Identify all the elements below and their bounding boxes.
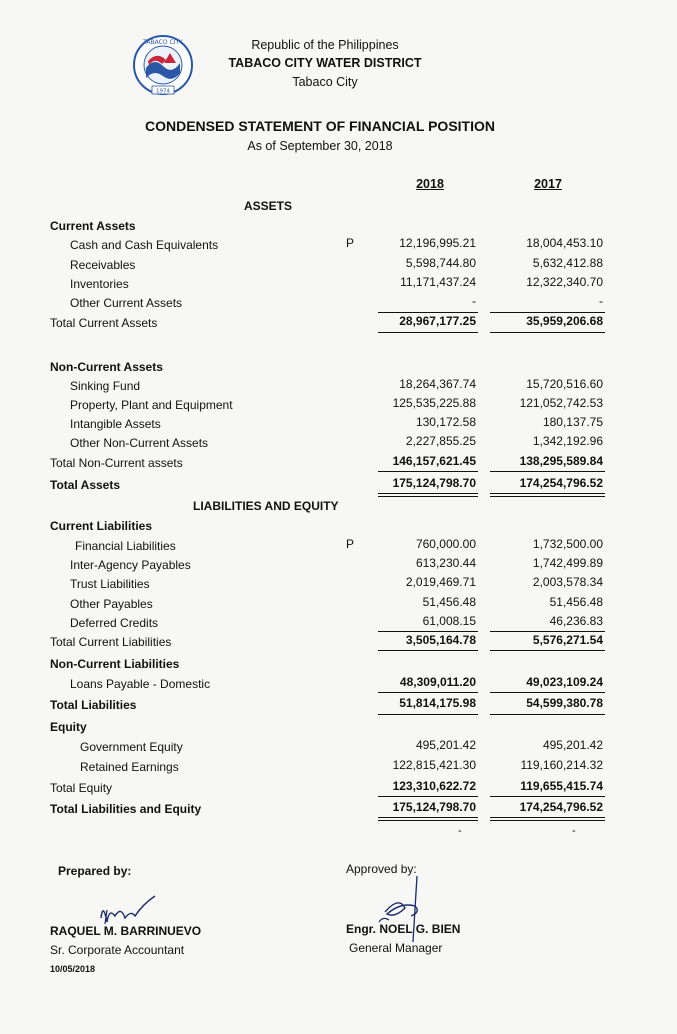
value-2018: 48,309,011.20 [399, 675, 476, 689]
subtotal-rule [490, 650, 605, 651]
row-label: Total Current Liabilities [50, 635, 172, 649]
prepared-by-name: RAQUEL M. BARRINUEVO [50, 924, 202, 938]
value-2018: 175,124,798.70 [392, 476, 476, 490]
value-2018: 495,201.42 [415, 738, 476, 752]
row-label: Total Non-Current assets [50, 456, 183, 470]
row-label: Loans Payable - Domestic [70, 677, 211, 691]
value-2017: 35,959,206.68 [526, 314, 603, 328]
subtotal-rule [490, 714, 605, 715]
subtotal-rule [378, 631, 478, 632]
value-2018: 51,456.48 [422, 595, 476, 609]
total-double-rule [490, 493, 605, 497]
row-label: Total Liabilities and Equity [50, 802, 202, 816]
section-heading-liabilities-equity: LIABILITIES AND EQUITY [193, 499, 339, 513]
value-2017: 1,732,500.00 [532, 537, 603, 551]
prepared-by-label: Prepared by: [58, 864, 132, 878]
value-2018: 122,815,421.30 [392, 758, 476, 772]
value-2018: 2,227,855.25 [405, 434, 476, 448]
approved-by-name: Engr. NOEL G. BIEN [346, 922, 461, 936]
value-2018: - [472, 294, 476, 308]
document-subtitle: As of September 30, 2018 [247, 139, 393, 153]
value-2017: 49,023,109.24 [526, 675, 603, 689]
subtotal-rule [378, 714, 478, 715]
value-2018: 12,196,995.21 [399, 236, 476, 250]
value-2017: 46,236.83 [549, 614, 603, 628]
subtotal-rule [378, 796, 478, 797]
row-label: Government Equity [80, 740, 183, 754]
row-label: Sinking Fund [70, 379, 141, 393]
value-2018: 61,008.15 [422, 614, 476, 628]
value-2018: 51,814,175.98 [399, 696, 476, 710]
total-double-rule [490, 817, 605, 821]
value-2018: 5,598,744.80 [405, 256, 476, 270]
row-label: Total Current Assets [50, 316, 158, 330]
approved-by-label: Approved by: [346, 862, 417, 876]
value-2018: 18,264,367.74 [399, 377, 476, 391]
subtotal-rule [490, 796, 605, 797]
row-label: Retained Earnings [80, 760, 179, 774]
approved-by-title: General Manager [349, 941, 443, 955]
header-city: Tabaco City [292, 75, 358, 89]
row-label: Cash and Cash Equivalents [70, 238, 219, 252]
prepared-date: 10/05/2018 [50, 964, 96, 974]
trailing-dash: - [572, 825, 576, 837]
handwritten-signature-approved [365, 872, 445, 952]
value-2017: 119,160,214.32 [520, 758, 603, 772]
row-label: Trust Liabilities [70, 577, 150, 591]
subtotal-rule [378, 471, 478, 472]
value-2018: 2,019,469.71 [405, 575, 476, 589]
value-2017: 18,004,453.10 [526, 236, 603, 250]
group-heading: Current Assets [50, 219, 136, 233]
subtotal-rule [490, 312, 605, 313]
row-label: Intangible Assets [70, 417, 161, 431]
header-republic: Republic of the Philippines [251, 38, 399, 52]
value-2018: 613,230.44 [415, 556, 476, 570]
subtotal-rule [490, 631, 605, 632]
handwritten-signature-prepared [95, 888, 165, 928]
group-heading: Current Liabilities [50, 519, 153, 533]
row-label: Inter-Agency Payables [70, 558, 191, 572]
row-label: Inventories [70, 277, 129, 291]
total-double-rule [378, 817, 478, 821]
value-2017: 495,201.42 [542, 738, 603, 752]
prepared-by-title: Sr. Corporate Accountant [50, 943, 185, 957]
value-2018: 130,172.58 [415, 415, 476, 429]
value-2018: 11,171,437.24 [400, 275, 476, 289]
value-2018: 175,124,798.70 [392, 800, 476, 814]
value-2017: 1,742,499.89 [532, 556, 603, 570]
trailing-dash: - [458, 825, 462, 837]
value-2017: 5,576,271.54 [532, 633, 603, 647]
row-label: Total Liabilities [50, 698, 137, 712]
value-2017: 1,342,192.96 [532, 434, 603, 448]
subtotal-rule [378, 312, 478, 313]
subtotal-rule [378, 692, 478, 693]
value-2017: 180,137.75 [542, 415, 603, 429]
subtotal-rule [378, 332, 478, 333]
row-label: Receivables [70, 258, 136, 272]
value-2017: 2,003,578.34 [532, 575, 603, 589]
value-2018: 3,505,164.78 [405, 633, 476, 647]
value-2017: 174,254,796.52 [519, 476, 603, 490]
group-heading: Equity [50, 720, 87, 734]
header-org-name: TABACO CITY WATER DISTRICT [228, 56, 422, 70]
row-label: Deferred Credits [70, 616, 159, 630]
value-2017: 121,052,742.53 [519, 396, 603, 410]
value-2017: 174,254,796.52 [519, 800, 603, 814]
row-label: Total Assets [50, 478, 121, 492]
row-label: Financial Liabilities [75, 539, 176, 553]
subtotal-rule [378, 650, 478, 651]
value-2017: 54,599,380.78 [526, 696, 603, 710]
group-heading: Non-Current Assets [50, 360, 163, 374]
value-2018: 760,000.00 [415, 537, 476, 551]
total-double-rule [378, 493, 478, 497]
group-heading: Non-Current Liabilities [50, 657, 180, 671]
peso-sign: P [346, 236, 355, 250]
value-2017: 119,655,415.74 [520, 779, 603, 793]
row-label: Total Equity [50, 781, 113, 795]
column-header-2018: 2018 [416, 177, 444, 191]
subtotal-rule [490, 692, 605, 693]
document-title: CONDENSED STATEMENT OF FINANCIAL POSITION [144, 118, 495, 134]
peso-sign: P [346, 537, 355, 551]
column-header-2017: 2017 [534, 177, 562, 191]
value-2018: 123,310,622.72 [392, 779, 476, 793]
value-2017: 12,322,340.70 [526, 275, 603, 289]
subtotal-rule [490, 332, 605, 333]
value-2018: 28,967,177.25 [399, 314, 476, 328]
svg-text:TABACO CITY: TABACO CITY [143, 39, 183, 46]
row-label: Other Current Assets [70, 296, 183, 310]
row-label: Property, Plant and Equipment [70, 398, 233, 412]
section-heading-assets: ASSETS [244, 199, 293, 213]
row-label: Other Payables [70, 597, 153, 611]
value-2018: 125,535,225.88 [392, 396, 476, 410]
row-label: Other Non-Current Assets [70, 436, 209, 450]
value-2017: 51,456.48 [549, 595, 603, 609]
value-2018: 146,157,621.45 [392, 454, 476, 468]
svg-text:1974: 1974 [156, 88, 170, 95]
water-district-seal-logo [132, 33, 194, 101]
subtotal-rule [490, 471, 605, 472]
value-2017: 5,632,412.88 [532, 256, 603, 270]
value-2017: - [599, 294, 603, 308]
value-2017: 138,295,589.84 [519, 454, 603, 468]
value-2017: 15,720,516.60 [526, 377, 603, 391]
